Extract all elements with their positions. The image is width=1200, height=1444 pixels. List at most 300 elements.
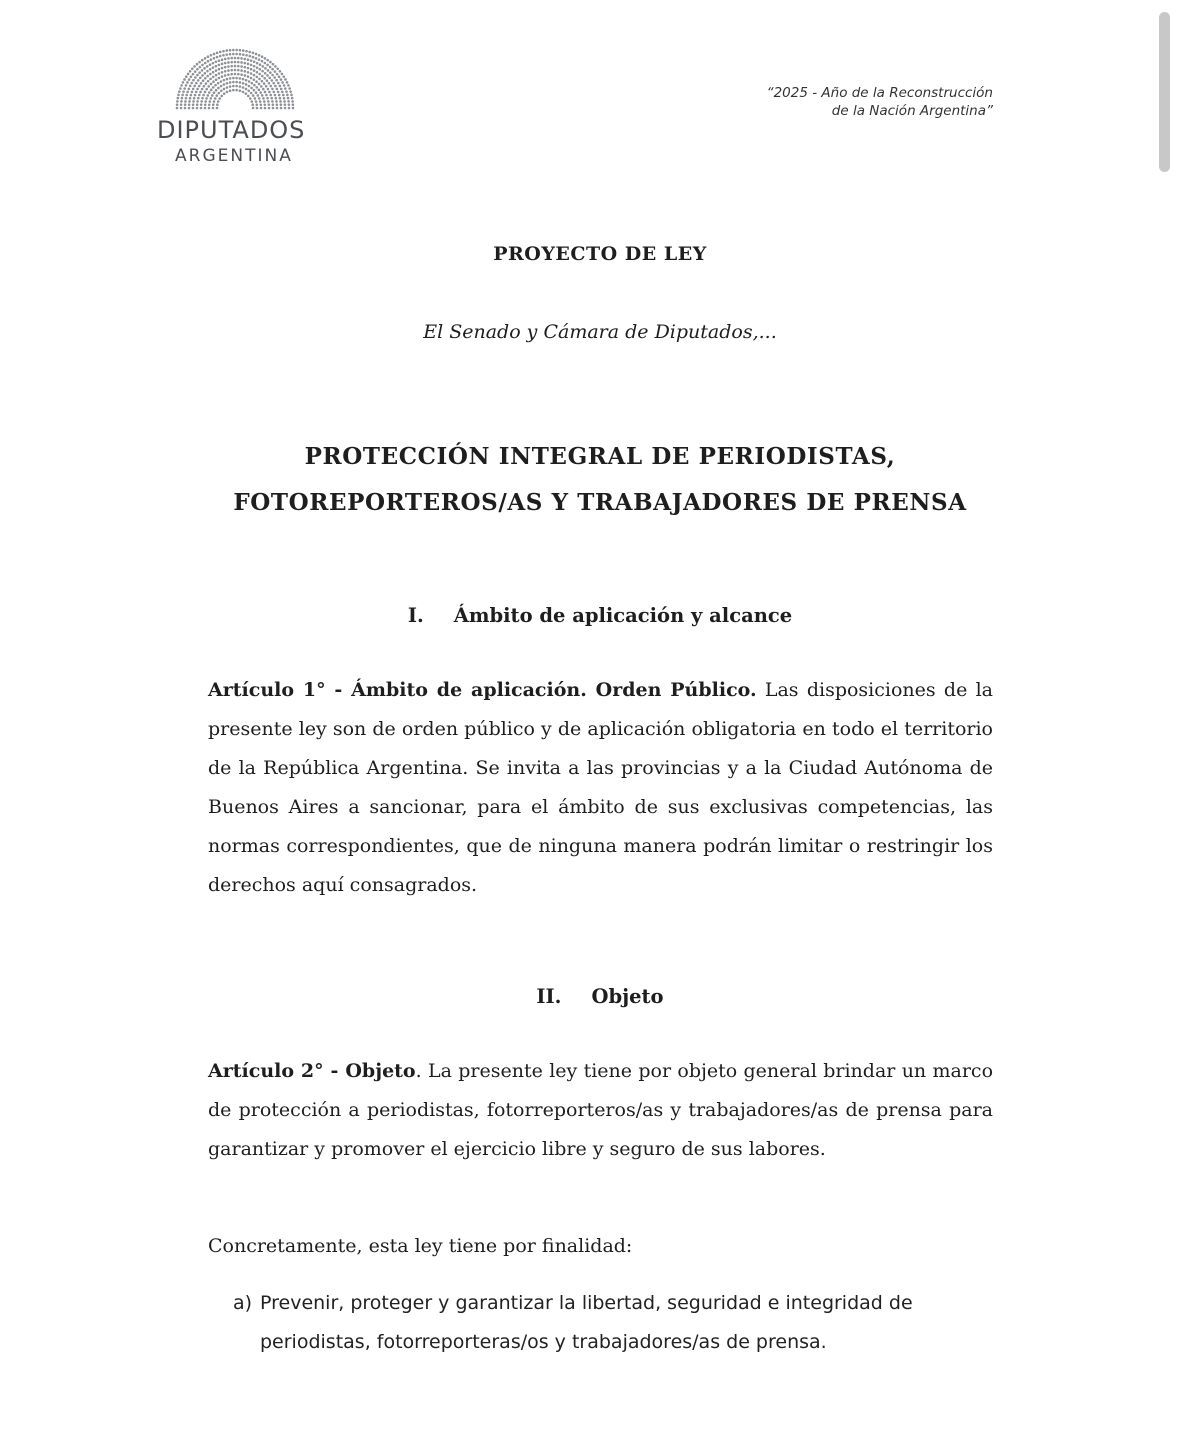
hemicycle-seat-dot	[192, 73, 195, 76]
hemicycle-seat-dot	[266, 64, 269, 67]
hemicycle-seat-dot	[188, 103, 191, 106]
hemicycle-seat-dot	[263, 100, 266, 103]
hemicycle-seat-dot	[225, 53, 228, 56]
hemicycle-seat-dot	[262, 97, 265, 100]
hemicycle-seat-dot	[186, 91, 189, 94]
hemicycle-seat-dot	[256, 107, 259, 110]
hemicycle-seat-dot	[276, 88, 279, 91]
hemicycle-seat-dot	[189, 97, 192, 100]
hemicycle-seat-dot	[224, 74, 227, 77]
hemicycle-seat-dot	[264, 107, 267, 110]
hemicycle-seat-dot	[279, 70, 282, 73]
hemicycle-seat-dot	[204, 62, 207, 65]
hemicycle-seat-dot	[202, 79, 205, 82]
hemicycle-seat-dot	[253, 69, 256, 72]
hemicycle-seat-dot	[218, 59, 221, 62]
hemicycle-seat-dot	[258, 58, 261, 61]
hemicycle-seat-dot	[274, 85, 277, 88]
hemicycle-seat-dot	[248, 85, 251, 88]
hemicycle-seat-dot	[212, 103, 215, 106]
hemicycle-seat-dot	[252, 94, 255, 97]
diputados-logo	[150, 46, 320, 166]
hemicycle-seat-dot	[200, 107, 203, 110]
hemicycle-seat-dot	[264, 91, 267, 94]
hemicycle-seat-dot	[266, 97, 269, 100]
hemicycle-seat-dot	[196, 103, 199, 106]
hemicycle-seat-dot	[204, 77, 207, 80]
hemicycle-seat-dot	[242, 86, 245, 89]
hemicycle-seat-dot	[258, 83, 261, 86]
hemicycle-seat-dot	[286, 81, 289, 84]
hemicycle-seat-dot	[247, 75, 250, 78]
article-text: Las disposiciones de la presente ley son de orden público y de aplicación obligatoria en todo el territorio de la República Argentina. Se invita a las provincias y a la Ciudad Autónoma de Buenos Aires a sancionar, para el ámbito de sus exclusivas competencias, las normas correspondientes, que de ninguna manera podrán limitar o restringir los derechos aquí consagrados.	[208, 679, 993, 896]
hemicycle-seat-dot	[215, 89, 218, 92]
hemicycle-seat-dot	[272, 82, 275, 85]
section-title: Objeto	[591, 985, 664, 1008]
hemicycle-seat-dot	[180, 103, 183, 106]
hemicycle-seat-dot	[271, 68, 274, 71]
hemicycle-seat-dot	[190, 94, 193, 97]
hemicycle-seat-dot	[189, 85, 192, 88]
hemicycle-seat-dot	[199, 77, 202, 80]
hemicycle-seat-dot	[260, 107, 263, 110]
hemicycle-seat-dot	[232, 81, 235, 84]
hemicycle-seat-dot	[210, 83, 213, 86]
hemicycle-seat-dot	[248, 51, 251, 54]
hemicycle-seat-dot	[240, 73, 243, 76]
hemicycle-seat-dot	[210, 97, 213, 100]
hemicycle-seat-dot	[196, 68, 199, 71]
hemicycle-seat-dot	[186, 81, 189, 84]
hemicycle-seat-dot	[201, 97, 204, 100]
hemicycle-seat-dot	[287, 97, 290, 100]
hemicycle-seat-dot	[255, 53, 258, 56]
hemicycle-seat-dot	[240, 69, 243, 72]
hemicycle-seat-dot	[180, 84, 183, 87]
hemicycle-seat-dot	[205, 82, 208, 85]
hemicycle-seat-dot	[209, 63, 212, 66]
hemicycle-seat-dot	[291, 100, 294, 103]
hemicycle-seat-dot	[288, 103, 291, 106]
hemicycle-seat-dot	[247, 67, 250, 70]
hemicycle-seat-dot	[272, 63, 275, 66]
hemicycle-seat-dot	[226, 86, 229, 89]
hemicycle-seat-dot	[201, 59, 204, 62]
hemicycle-seat-dot	[212, 86, 215, 89]
hemicycle-seat-dot	[184, 107, 187, 110]
hemicycle-seat-dot	[273, 76, 276, 79]
hemicycle-seat-dot	[281, 73, 284, 76]
hemicycle-seat-dot	[213, 100, 216, 103]
hemicycle-seat-dot	[250, 59, 253, 62]
hemicycle-seat-dot	[215, 74, 218, 77]
hemicycle-seat-dot	[221, 75, 224, 78]
hemicycle-seat-dot	[268, 77, 271, 80]
hemicycle-seat-dot	[267, 88, 270, 91]
hemicycle-seat-dot	[260, 85, 263, 88]
hemicycle-seat-dot	[182, 90, 185, 93]
hemicycle-seat-dot	[181, 97, 184, 100]
hemicycle-seat-dot	[208, 91, 211, 94]
hemicycle-seat-dot	[256, 71, 259, 74]
hemicycle-seat-dot	[200, 100, 203, 103]
hemicycle-seat-dot	[255, 57, 258, 60]
logo-subtitle: ARGENTINA	[175, 146, 293, 166]
hemicycle-seat-dot	[258, 97, 261, 100]
hemicycle-seat-dot	[191, 91, 194, 94]
hemicycle-seat-dot	[283, 84, 286, 87]
hemicycle-seat-dot	[267, 100, 270, 103]
hemicycle-seat-dot	[209, 100, 212, 103]
article-text: . La presente ley tiene por objeto general brindar un marco de protección a periodistas, fotorreporteros/as y trabajadores/as de prensa para garantizar y promover el ejercicio libre y seguro de sus labores.	[208, 1060, 994, 1160]
hemicycle-seat-dot	[218, 68, 221, 71]
hemicycle-seat-dot	[244, 70, 247, 73]
hemicycle-seat-dot	[196, 107, 199, 110]
hemicycle-seat-dot	[211, 94, 214, 97]
hemicycle-seat-dot	[213, 57, 216, 60]
hemicycle-seat-dot	[229, 53, 232, 56]
hemicycle-seat-dot	[205, 97, 208, 100]
hemicycle-seat-dot	[253, 84, 256, 87]
hemicycle-seat-dot	[280, 88, 283, 91]
hemicycle-seat-dot	[204, 72, 207, 75]
hemicycle-seat-dot	[239, 77, 242, 80]
article-heading: Artículo 2° - Objeto	[208, 1060, 416, 1082]
hemicycle-seat-dot	[185, 75, 188, 78]
hemicycle-seat-dot	[215, 65, 218, 68]
scrollbar-thumb[interactable]	[1159, 12, 1170, 172]
hemicycle-seat-dot	[218, 97, 221, 100]
hemicycle-seat-dot	[255, 91, 258, 94]
hemicycle-seat-dot	[208, 103, 211, 106]
hemicycle-seat-dot	[176, 107, 179, 110]
hemicycle-seat-dot	[219, 55, 222, 58]
hemicycle-seat-dot	[206, 94, 209, 97]
hemicycle-seat-dot	[256, 66, 259, 69]
hemicycle-seat-dot	[176, 100, 179, 103]
hemicycle-seat-dot	[188, 100, 191, 103]
hemicycle-seat-dot	[198, 85, 201, 88]
hemicycle-seat-dot	[230, 69, 233, 72]
hemicycle-seat-dot	[201, 69, 204, 72]
hemicycle-seat-dot	[245, 54, 248, 57]
hemicycle-seat-dot	[280, 78, 283, 81]
section-heading-1	[0, 604, 1200, 627]
hemicycle-seat-dot	[235, 89, 238, 92]
hemicycle-seat-dot	[247, 90, 250, 93]
hemicycle-seat-dot	[282, 94, 285, 97]
hemicycle-seat-dot	[212, 80, 215, 83]
hemicycle-seat-dot	[229, 85, 232, 88]
hemicycle-seat-dot	[259, 68, 262, 71]
hemicycle-seat-dot	[210, 58, 213, 61]
hemicycle-seat-dot	[184, 103, 187, 106]
hemicycle-seat-dot	[177, 94, 180, 97]
hemicycle-seat-dot	[253, 65, 256, 68]
hemicycle-seat-dot	[239, 53, 242, 56]
hemicycle-seat-dot	[271, 88, 274, 91]
hemicycle-seat-dot	[232, 77, 235, 80]
section-title: Ámbito de aplicación y alcance	[453, 604, 793, 627]
hemicycle-seat-dot	[230, 65, 233, 68]
hemicycle-seat-dot	[237, 73, 240, 76]
hemicycle-seat-dot	[263, 82, 266, 85]
hemicycle-seat-dot	[227, 69, 230, 72]
hemicycle-seat-dot	[209, 73, 212, 76]
hemicycle-seat-dot	[220, 80, 223, 83]
hemicycle-seat-dot	[261, 80, 264, 83]
hemicycle-seat-dot	[288, 107, 291, 110]
hemicycle-seat-dot	[212, 62, 215, 65]
hemicycle-seat-dot	[276, 103, 279, 106]
hemicycle-seat-dot	[210, 54, 213, 57]
hemicycle-seat-dot	[245, 50, 248, 53]
hemicycle-seat-dot	[210, 89, 213, 92]
hemicycle-seat-dot	[178, 90, 181, 93]
hemicycle-seat-dot	[261, 55, 264, 58]
hemicycle-seat-dot	[203, 85, 206, 88]
hemicycle-seat-dot	[250, 92, 253, 95]
hemicycle-seat-dot	[216, 103, 219, 106]
hemicycle-seat-dot	[279, 97, 282, 100]
hemicycle-seat-dot	[234, 69, 237, 72]
hemicycle-seat-dot	[218, 77, 221, 80]
hemicycle-seat-dot	[284, 87, 287, 90]
hemicycle-seat-dot	[230, 57, 233, 60]
hemicycle-seat-dot	[269, 71, 272, 74]
hemicycle-seat-dot	[253, 74, 256, 77]
hemicycle-seat-dot	[277, 82, 280, 85]
hemicycle-seat-dot	[212, 71, 215, 74]
hemicycle-seat-dot	[274, 65, 277, 68]
hemicycle-seat-dot	[192, 88, 195, 91]
hemicycle-seat-dot	[237, 69, 240, 72]
hemicycle-seat-dot	[268, 82, 271, 85]
hemicycle-seat-dot	[207, 85, 210, 88]
hemicycle-seat-dot	[287, 100, 290, 103]
hemicycle-seat-dot	[194, 94, 197, 97]
hemicycle-seat-dot	[187, 73, 190, 76]
hemicycle-seat-dot	[239, 49, 242, 52]
hemicycle-seat-dot	[192, 103, 195, 106]
hemicycle-seat-dot	[280, 107, 283, 110]
hemicycle-seat-dot	[235, 53, 238, 56]
hemicycle-seat-dot	[204, 91, 207, 94]
hemicycle-seat-dot	[222, 54, 225, 57]
law-title-line-1: PROTECCIÓN INTEGRAL DE PERIODISTAS,	[304, 443, 896, 470]
hemicycle-seat-dot	[190, 82, 193, 85]
hemicycle-seat-dot	[205, 88, 208, 91]
hemicycle-seat-dot	[232, 85, 235, 88]
hemicycle-seat-dot	[224, 70, 227, 73]
hemicycle-seat-dot	[198, 94, 201, 97]
hemicycle-seat-dot	[261, 70, 264, 73]
hemicycle-seat-dot	[264, 57, 267, 60]
hemicycle-seat-dot	[185, 97, 188, 100]
hemicycle-seat-dot	[183, 78, 186, 81]
hemicycle-seat-dot	[255, 80, 258, 83]
hemicycle-seat-dot	[266, 74, 269, 77]
hemicycle-seat-dot	[208, 107, 211, 110]
hemicycle-seat-dot	[259, 103, 262, 106]
hemicycle-seat-dot	[192, 100, 195, 103]
hemicycle-seat-dot	[281, 91, 284, 94]
hemicycle-seat-dot	[197, 97, 200, 100]
hemicycle-seat-dot	[256, 62, 259, 65]
hemicycle-seat-dot	[265, 94, 268, 97]
hemicycle-seat-dot	[280, 103, 283, 106]
hemicycle-seat-dot	[276, 107, 279, 110]
hemicycle-seat-dot	[213, 53, 216, 56]
hemicycle-seat-dot	[212, 76, 215, 79]
hemicycle-seat-dot	[252, 52, 255, 55]
hemicycle-seat-dot	[229, 89, 232, 92]
hemicycle-seat-dot	[252, 56, 255, 59]
preamble: El Senado y Cámara de Diputados,...	[423, 321, 777, 343]
hemicycle-seat-dot	[230, 73, 233, 76]
hemicycle-seat-dot	[237, 65, 240, 68]
hemicycle-seat-dot	[221, 58, 224, 61]
hemicycle-seat-dot	[245, 83, 248, 86]
hemicycle-seat-dot	[232, 53, 235, 56]
hemicycle-seat-dot	[237, 61, 240, 64]
hemicycle-seat-dot	[224, 66, 227, 69]
hemicycle-seat-dot	[223, 83, 226, 86]
list-marker: a)	[233, 1292, 253, 1314]
hemicycle-seat-dot	[273, 91, 276, 94]
hemicycle-seat-dot	[216, 56, 219, 59]
hemicycle-seat-dot	[284, 78, 287, 81]
hemicycle-seat-dot	[282, 75, 285, 78]
hemicycle-seat-dot	[258, 73, 261, 76]
hemicycle-seat-dot	[255, 100, 258, 103]
hemicycle-seat-dot	[283, 97, 286, 100]
hemicycle-seat-dot	[225, 49, 228, 52]
hemicycle-seat-dot	[192, 79, 195, 82]
hemicycle-seat-dot	[207, 80, 210, 83]
logo-title: DIPUTADOS	[157, 116, 306, 144]
hemicycle-seat-dot	[196, 100, 199, 103]
hemicycle-seat-dot	[239, 81, 242, 84]
hemicycle-seat-dot	[281, 81, 284, 84]
hemicycle-seat-dot	[266, 59, 269, 62]
hemicycle-seat-dot	[271, 74, 274, 77]
hemicycle-seat-dot	[185, 84, 188, 87]
hemicycle-seat-dot	[199, 91, 202, 94]
chamber-hemicycle-icon	[172, 46, 298, 110]
hemicycle-seat-dot	[239, 85, 242, 88]
hemicycle-seat-dot	[235, 81, 238, 84]
hemicycle-seat-dot	[198, 71, 201, 74]
hemicycle-seat-dot	[254, 97, 257, 100]
hemicycle-seat-dot	[272, 103, 275, 106]
hemicycle-seat-dot	[195, 82, 198, 85]
hemicycle-seat-dot	[218, 64, 221, 67]
hemicycle-seat-dot	[196, 88, 199, 91]
hemicycle-seat-dot	[274, 70, 277, 73]
hemicycle-seat-dot	[258, 78, 261, 81]
hemicycle-seat-dot	[259, 91, 262, 94]
hemicycle-seat-dot	[197, 79, 200, 82]
hemicycle-seat-dot	[285, 90, 288, 93]
hemicycle-seat-dot	[290, 94, 293, 97]
hemicycle-seat-dot	[245, 88, 248, 91]
hemicycle-seat-dot	[188, 107, 191, 110]
hemicycle-seat-dot	[202, 94, 205, 97]
hemicycle-seat-dot	[242, 82, 245, 85]
hemicycle-seat-dot	[249, 97, 252, 100]
hemicycle-seat-dot	[264, 67, 267, 70]
hemicycle-seat-dot	[207, 55, 210, 58]
hemicycle-seat-dot	[251, 82, 254, 85]
hemicycle-seat-dot	[237, 57, 240, 60]
hemicycle-seat-dot	[276, 73, 279, 76]
hemicycle-seat-dot	[267, 69, 270, 72]
hemicycle-seat-dot	[262, 88, 265, 91]
hemicycle-seat-dot	[268, 107, 271, 110]
hemicycle-seat-dot	[232, 89, 235, 92]
hemicycle-seat-dot	[272, 107, 275, 110]
hemicycle-seat-dot	[213, 91, 216, 94]
hemicycle-seat-dot	[229, 77, 232, 80]
hemicycle-seat-dot	[201, 64, 204, 67]
hemicycle-seat-dot	[209, 68, 212, 71]
hemicycle-seat-dot	[258, 89, 261, 92]
hemicycle-seat-dot	[235, 49, 238, 52]
hemicycle-seat-dot	[264, 72, 267, 75]
hemicycle-seat-dot	[204, 107, 207, 110]
hemicycle-seat-dot	[221, 63, 224, 66]
hemicycle-seat-dot	[268, 91, 271, 94]
hemicycle-seat-dot	[216, 107, 219, 110]
hemicycle-seat-dot	[185, 94, 188, 97]
hemicycle-seat-dot	[239, 89, 242, 92]
hemicycle-seat-dot	[234, 73, 237, 76]
hemicycle-seat-dot	[203, 67, 206, 70]
hemicycle-seat-dot	[252, 107, 255, 110]
hemicycle-seat-dot	[204, 103, 207, 106]
hemicycle-seat-dot	[277, 91, 280, 94]
hemicycle-seat-dot	[250, 68, 253, 71]
hemicycle-seat-dot	[242, 91, 245, 94]
hemicycle-seat-dot	[256, 94, 259, 97]
hemicycle-seat-dot	[245, 79, 248, 82]
hemicycle-seat-dot	[196, 74, 199, 77]
hemicycle-seat-dot	[234, 57, 237, 60]
hemicycle-seat-dot	[179, 87, 182, 90]
hemicycle-seat-dot	[196, 63, 199, 66]
list-item-text: Prevenir, proteger y garantizar la libertad, seguridad e integridad de periodistas, fotorreporteras/os y trabajadores/as de prensa.	[260, 1292, 913, 1353]
hemicycle-seat-dot	[229, 81, 232, 84]
hemicycle-seat-dot	[177, 97, 180, 100]
hemicycle-seat-dot	[215, 61, 218, 64]
hemicycle-seat-dot	[275, 97, 278, 100]
year-motto	[767, 84, 993, 120]
hemicycle-seat-dot	[194, 70, 197, 73]
hemicycle-seat-dot	[201, 88, 204, 91]
hemicycle-seat-dot	[183, 87, 186, 90]
hemicycle-seat-dot	[188, 88, 191, 91]
hemicycle-seat-dot	[230, 61, 233, 64]
hemicycle-seat-dot	[250, 72, 253, 75]
hemicycle-seat-dot	[226, 82, 229, 85]
hemicycle-seat-dot	[245, 92, 248, 95]
hemicycle-seat-dot	[191, 67, 194, 70]
hemicycle-seat-dot	[256, 76, 259, 79]
hemicycle-seat-dot	[269, 94, 272, 97]
hemicycle-seat-dot	[182, 81, 185, 84]
hemicycle-seat-dot	[220, 85, 223, 88]
